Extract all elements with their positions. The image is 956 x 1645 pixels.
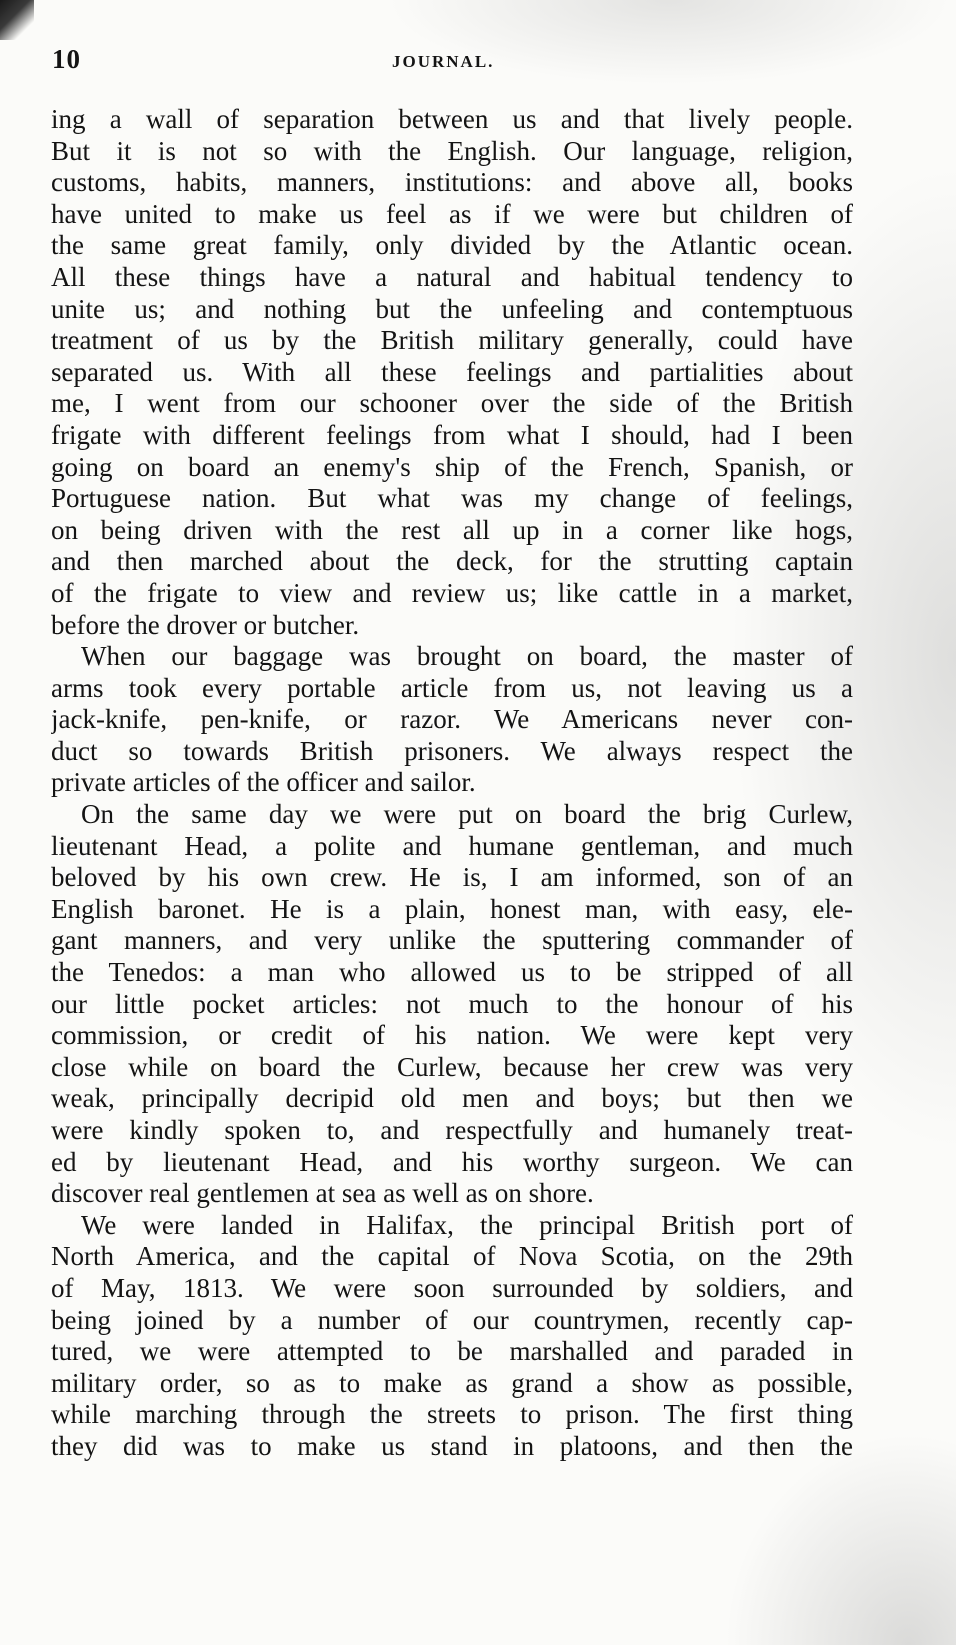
text-line: they did was to make us stand in platoons, and then the: [51, 1430, 853, 1461]
page-corner-shadow: [0, 0, 34, 40]
text-line: and then marched about the deck, for the strutting captain: [51, 546, 853, 577]
paragraph: [51, 1210, 853, 1463]
text-line: our little pocket articles: not much to the honour of his: [51, 988, 853, 1019]
text-line: the same great family, only divided by the Atlantic ocean.: [51, 230, 853, 261]
text-line: beloved by his own crew. He is, I am informed, son of an: [51, 862, 853, 893]
text-line: close while on board the Curlew, because her crew was very: [51, 1051, 853, 1082]
text-line: have united to make us feel as if we were but children of: [51, 198, 853, 229]
text-line: were kindly spoken to, and respectfully and humanely treat-: [51, 1115, 853, 1145]
paragraph: [51, 641, 853, 799]
text-line: me, I went from our schooner over the side of the British: [51, 388, 853, 419]
text-line: separated us. With all these feelings and partialities about: [51, 356, 853, 387]
paragraph: [51, 799, 853, 1210]
text-line: military order, so as to make as grand a show as possible,: [51, 1367, 853, 1398]
text-line: on being driven with the rest all up in a corner like hogs,: [51, 514, 853, 545]
page-number: 10: [52, 44, 81, 74]
text-line: All these things have a natural and habitual tendency to: [51, 261, 853, 292]
text-line: the Tenedos: a man who allowed us to be stripped of all: [51, 957, 853, 988]
text-line: Portuguese nation. But what was my change of feelings,: [51, 483, 853, 514]
text-line: of the frigate to view and review us; like cattle in a market,: [51, 577, 853, 608]
text-line: frigate with different feelings from what I should, had I been: [51, 419, 853, 450]
paragraph: [51, 104, 853, 641]
text-line: unite us; and nothing but the unfeeling and contemptuous: [51, 293, 853, 324]
text-line: treatment of us by the British military generally, could have: [51, 325, 853, 356]
text-line: being joined by a number of our countrymen, recently cap-: [51, 1304, 853, 1335]
text-line: North America, and the capital of Nova Scotia, on the 29th: [51, 1241, 853, 1272]
text-line: But it is not so with the English. Our language, religion,: [51, 135, 853, 166]
text-line: discover real gentlemen at sea as well as on shore.: [51, 1178, 594, 1209]
body-text: [51, 104, 853, 1463]
text-line: ed by lieutenant Head, and his worthy surgeon. We can: [51, 1146, 853, 1177]
text-line: before the drover or butcher.: [51, 609, 360, 640]
page-header: [52, 44, 852, 84]
text-line: lieutenant Head, a polite and humane gentleman, and much: [51, 830, 853, 861]
text-line: tured, we were attempted to be marshalled and paraded in: [51, 1336, 853, 1367]
text-line: English baronet. He is a plain, honest man, with easy, ele-: [51, 893, 853, 924]
text-line: going on board an enemy's ship of the French, Spanish, or: [51, 451, 853, 482]
text-line: duct so towards British prisoners. We always respect the: [51, 735, 853, 766]
text-line: while marching through the streets to prison. The first thing: [51, 1399, 853, 1430]
text-line: On the same day we were put on board the brig Curlew,: [81, 799, 853, 830]
text-line: weak, principally decripid old men and boys; but then we: [51, 1083, 853, 1114]
text-line: private articles of the officer and sailor.: [51, 767, 476, 798]
running-head: JOURNAL.: [392, 52, 495, 71]
text-line: customs, habits, manners, institutions: and above all, books: [51, 167, 853, 198]
text-line: ing a wall of separation between us and that lively people.: [51, 104, 853, 134]
text-line: of May, 1813. We were soon surrounded by soldiers, and: [51, 1272, 853, 1303]
text-line: commission, or credit of his nation. We were kept very: [51, 1020, 853, 1051]
text-line: We were landed in Halifax, the principal British port of: [81, 1209, 853, 1240]
text-line: When our baggage was brought on board, the master of: [81, 641, 853, 672]
text-line: gant manners, and very unlike the sputtering commander of: [51, 925, 853, 956]
text-line: arms took every portable article from us, not leaving us a: [51, 672, 853, 703]
text-line: jack-knife, pen-knife, or razor. We Americans never con-: [51, 704, 853, 735]
